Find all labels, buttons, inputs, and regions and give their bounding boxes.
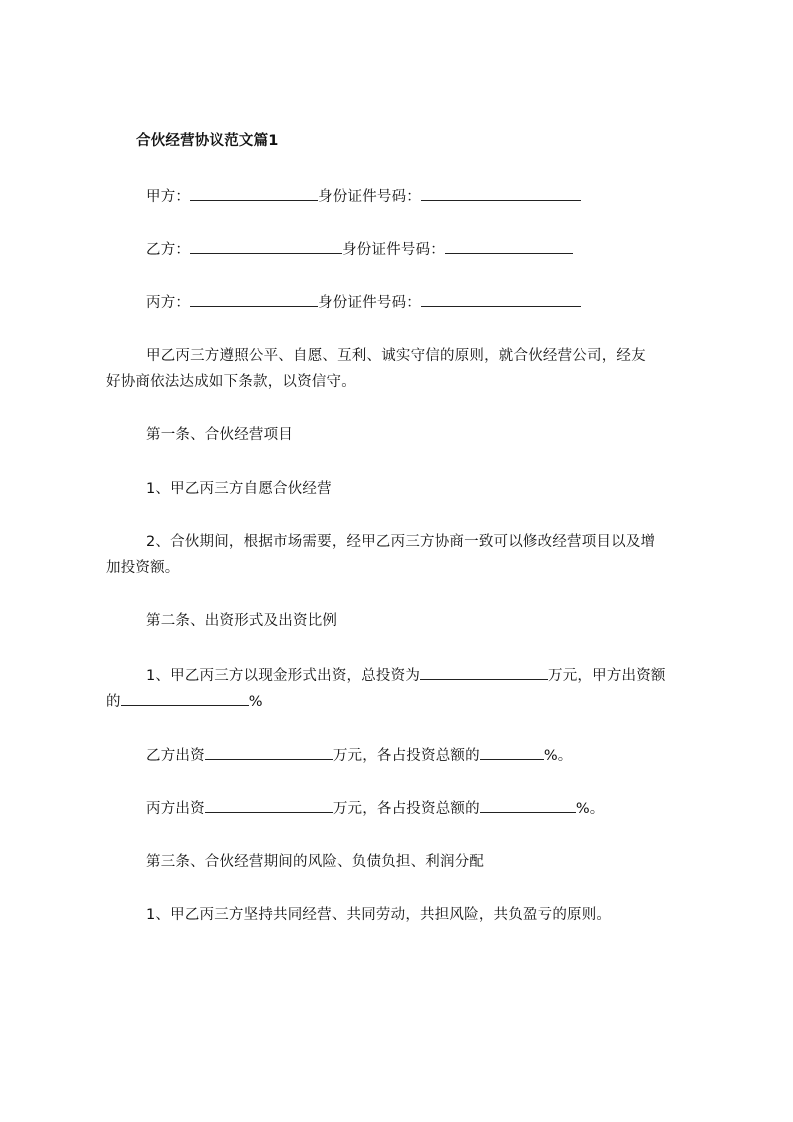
article2-item1-text-a: 1、甲乙丙三方以现金形式出资，总投资为 <box>146 668 421 684</box>
party-bing-contribution-text: 万元，各占投资总额的 <box>332 801 480 817</box>
article1-item2-line1: 2、合伙期间，根据市场需要，经甲乙丙三方协商一致可以修改经营项目以及增 <box>146 534 656 550</box>
party-bing-line <box>146 292 581 313</box>
article2-heading: 第二条、出资形式及出资比例 <box>146 613 338 629</box>
party-yi-id-blank[interactable] <box>445 239 573 254</box>
party-jia-id-blank[interactable] <box>421 186 581 201</box>
party-yi-id-label: 身份证件号码： <box>342 242 446 258</box>
party-yi-label: 乙方： <box>146 242 191 258</box>
party-bing-contribution-label: 丙方出资 <box>146 801 205 817</box>
article1-item1: 1、甲乙丙三方自愿合伙经营 <box>146 481 332 497</box>
party-jia-share-blank[interactable] <box>121 691 249 706</box>
party-jia-label: 甲方： <box>146 189 191 205</box>
party-jia-id-label: 身份证件号码： <box>318 189 422 205</box>
party-jia-name-blank[interactable] <box>190 186 318 201</box>
party-bing-id-label: 身份证件号码： <box>318 295 422 311</box>
article3-heading: 第三条、合伙经营期间的风险、负债负担、利润分配 <box>146 854 485 870</box>
article1-item2-line2: 加投资额。 <box>106 560 180 576</box>
party-yi-percent-blank[interactable] <box>480 745 544 760</box>
article2-item1-text-b: 万元，甲方出资额 <box>548 668 666 684</box>
party-bing-id-blank[interactable] <box>421 292 581 307</box>
article3-item1: 1、甲乙丙三方坚持共同经营、共同劳动，共担风险，共负盈亏的原则。 <box>146 907 612 923</box>
party-bing-amount-blank[interactable] <box>205 798 333 813</box>
party-bing-percent-blank[interactable] <box>480 798 576 813</box>
party-bing-label: 丙方： <box>146 295 191 311</box>
party-yi-contribution-text: 万元，各占投资总额的 <box>332 748 480 764</box>
party-bing-name-blank[interactable] <box>190 292 318 307</box>
party-yi-percent-sign: %。 <box>543 748 573 764</box>
article2-item1-line2 <box>106 691 263 712</box>
article1-heading: 第一条、合伙经营项目 <box>146 427 293 443</box>
party-bing-contribution-line <box>146 798 605 819</box>
party-bing-percent-sign: %。 <box>575 801 605 817</box>
intro-line-1: 甲乙丙三方遵照公平、自愿、互利、诚实守信的原则，就合伙经营公司，经友 <box>146 348 646 364</box>
party-yi-line <box>146 239 573 260</box>
intro-line-2: 好协商依法达成如下条款，以资信守。 <box>106 374 356 390</box>
total-investment-blank[interactable] <box>420 665 548 680</box>
party-jia-line <box>146 186 581 207</box>
party-yi-contribution-line <box>146 745 573 766</box>
article2-item1-text-c: 的 <box>106 694 121 710</box>
party-yi-amount-blank[interactable] <box>205 745 333 760</box>
party-yi-name-blank[interactable] <box>190 239 342 254</box>
document-title: 合伙经营协议范文篇1 <box>136 133 279 149</box>
article2-item1-line1 <box>146 665 666 686</box>
party-yi-contribution-label: 乙方出资 <box>146 748 205 764</box>
party-jia-percent-sign: % <box>248 694 263 710</box>
